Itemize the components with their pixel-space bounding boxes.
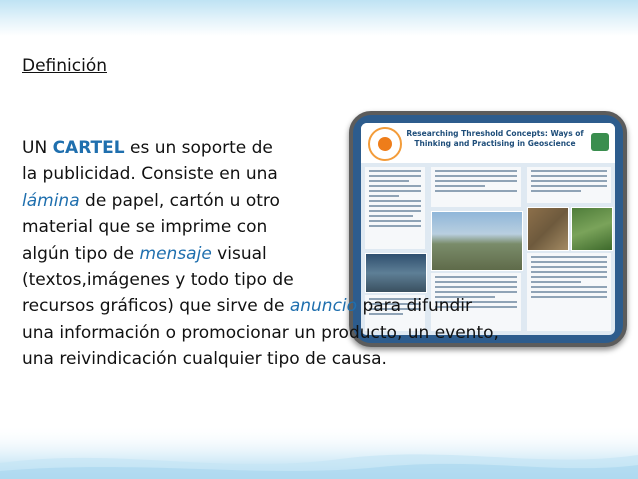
paragraph-line: lámina de papel, cartón u otro	[22, 190, 280, 211]
keyword-anuncio: anuncio	[289, 296, 358, 317]
paragraph-line: UN CARTEL es un soporte de	[22, 138, 273, 158]
paragraph-line: material que se imprime con	[22, 217, 268, 238]
definition-paragraph	[22, 135, 622, 373]
paragraph-line: una información o promocionar un producto, un evento,	[22, 322, 499, 343]
paragraph-line: (textos,imágenes y todo tipo de	[22, 270, 294, 291]
paragraph-line: una reivindicación cualquier tipo de causa.	[22, 349, 387, 370]
paragraph-line: algún tipo de mensaje visual	[22, 243, 267, 264]
keyword-mensaje: mensaje	[139, 243, 212, 264]
keyword-lamina: lámina	[22, 190, 80, 211]
top-decoration	[0, 0, 638, 36]
bottom-wave-decoration	[0, 425, 638, 479]
paragraph-line: la publicidad. Consiste en una	[22, 164, 278, 185]
keyword-cartel: CARTEL	[52, 138, 125, 158]
poster-title: Researching Threshold Concepts: Ways of Thinking and Practising in Geoscience	[406, 129, 584, 148]
slide-title: Definición	[22, 56, 107, 76]
paragraph-line: recursos gráficos) que sirve de anuncio para difundir	[22, 296, 473, 317]
